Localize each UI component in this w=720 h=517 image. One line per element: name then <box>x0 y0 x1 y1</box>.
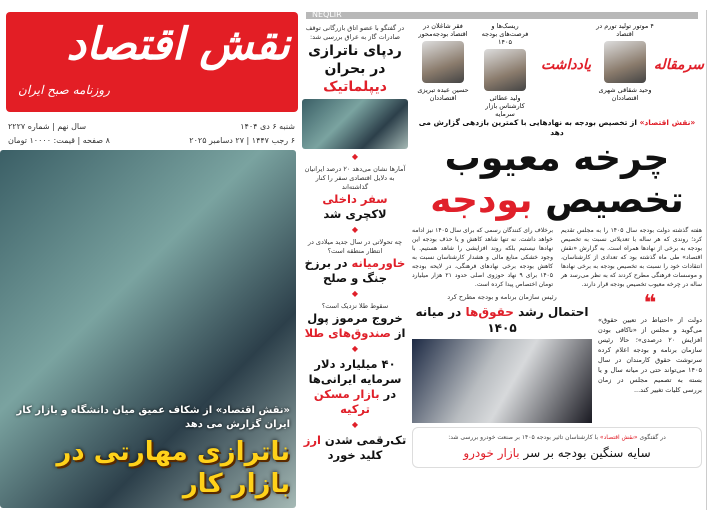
editorial-label: سرمقاله <box>653 57 704 73</box>
kicker: در گفتگو با عضو اتاق بازرگانی توقف صادرات گاز به عراق بررسی شد: <box>305 24 405 41</box>
top-strip <box>306 12 698 19</box>
middle-photo <box>302 99 408 149</box>
headline-red: دیپلماتیک <box>323 79 387 95</box>
salary-story[interactable] <box>412 293 702 423</box>
salary-main <box>412 293 592 423</box>
headline-red: بازار مسکن ترکیه <box>313 387 380 416</box>
separator-icon: ◆ <box>351 152 359 161</box>
kicker-red: «نقش اقتصاد» <box>599 434 638 441</box>
year-issue: سال نهم | شماره ۲۲۲۷ <box>8 122 87 131</box>
columnist-note-2[interactable] <box>414 22 472 102</box>
main-photo-workshop[interactable] <box>0 150 296 508</box>
middle-column <box>302 24 408 463</box>
kicker: در گفتگوی <box>637 434 666 441</box>
columnist-editorial[interactable] <box>596 22 654 102</box>
columnist-role: اقتصاددان <box>429 94 457 102</box>
headline-red: سفر داخلی <box>322 192 388 206</box>
columnist-name: وحید شقاقی شهری <box>598 86 652 94</box>
car-market-story[interactable] <box>412 427 702 468</box>
columnist-name: حسین عبده تبریزی <box>417 86 469 94</box>
salary-quote: دولت از «احتیاط در تعیین حقوق» می‌گوید و مجلس از «ناکافی بودن افزایش ۲۰ درصدی»؛ حالا رئیس سازمان برنامه و بودجه اعلام کرده سرنوشت حقوق کارمندان در سال ۱۴۰۵ می‌تواند حتی در میانه سال و یا بسته به تصمیم مجلس در زمان بررسی کلیات تغییر کند... <box>598 316 703 394</box>
columnist-photo <box>422 41 464 83</box>
kicker: آمارها نشان می‌دهد ۲۰ درصد ایرانیان به دلایل اقتصادی سفر را کنار گذاشته‌اند <box>304 165 406 191</box>
logo-text: نقش اقتصاد <box>66 19 290 70</box>
kicker: سقوط طلا نزدیک است؟ <box>321 302 389 310</box>
separator-icon: ◆ <box>351 289 359 298</box>
column-title: ریسک‌ها و فرصت‌های بودجه ۱۴۰۵ <box>481 22 529 46</box>
headline: در میانه ۱۴۰۵ <box>415 305 517 335</box>
middle-item[interactable] <box>302 433 408 463</box>
logo-subtitle: روزنامه صبح ایران <box>18 83 110 97</box>
columnist-note-1[interactable] <box>476 22 534 118</box>
columnist-role: کارشناس بازار سرمایه <box>485 102 525 118</box>
lead-body <box>412 226 702 289</box>
quote-icon: ❝ <box>643 291 657 316</box>
headline: لاکچری شد <box>323 207 387 221</box>
pages-price: ۸ صفحه | قیمت: ۱۰۰۰۰ تومان <box>8 136 110 145</box>
lead-headline-red: بودجه <box>430 180 533 221</box>
column-title: فقر شاغلان در اقتصاد بودجه‌محور <box>418 22 468 38</box>
date-hijri-greg: ۶ رجب ۱۴۴۷ | ۲۷ دسامبر ۲۰۲۵ <box>189 136 295 145</box>
lead-story[interactable] <box>412 118 702 222</box>
note-label: یادداشت <box>541 57 591 73</box>
salary-quote-box <box>598 293 702 395</box>
middle-top-story[interactable] <box>302 24 408 149</box>
lead-body-left: برخلاف رای کنندگان رسمی که برای سال ۱۴۰۵ نیز ادامه خواهد داشت. نه تنها شاهد کاهش و یا حذف بودجه این نهادها نیستیم بلکه روند افزایشی را شاهد هستیم. با وجود خشکی منابع مالی و هشدار کارشناسان نسبت به کاهش بودجه برخی نهادهای فرهنگی، در لایحه بودجه ۱۴۰۵ برای ۹ نهاد حوزوی اصلی حدود ۲۱ هزار میلیارد تومان اختصاص پیدا کرده است. <box>412 227 553 288</box>
headline: ۴۰ میلیارد دلار سرمایه ایرانی‌ها در <box>308 357 402 401</box>
columnist-role: اقتصاددان <box>611 94 639 102</box>
headline-red: ارز <box>303 433 321 447</box>
kicker: با کارشناسان تاثیر بودجه ۱۴۰۵ بر صنعت خودرو بررسی شد: <box>448 434 600 441</box>
main-headline[interactable]: ناترازی مهارتی در بازار کار <box>56 437 290 499</box>
kicker: رئیس سازمان برنامه و بودجه مطرح کرد <box>447 293 557 301</box>
columnist-photo <box>484 49 526 91</box>
separator-icon: ◆ <box>351 225 359 234</box>
middle-item[interactable] <box>302 302 408 341</box>
lead-body-right: هفته گذشته دولت بودجه سال ۱۴۰۵ را به مجلس تقدیم کرد؛ روندی که هر ساله با تعدیلاتی نسبت به تخصیص بودجه به برخی از نهادها همراه است. به گزارش «نقش اقتصاد» طی ماه گذشته بود که تعدادی از کارشناسان، انتقادات خود را نسبت به تخصیص بودجه به برخی نهادها و موسسات فرهنگی مطرح کردند که به نظر می‌رسد هر ساله در چرخه معیوب تخصیص بودجه قرار دارند. <box>561 227 702 288</box>
right-column <box>412 118 702 468</box>
divider <box>706 10 707 510</box>
site-label: NEQLIR <box>312 10 342 19</box>
headline-red: بازار خودرو <box>463 446 520 460</box>
middle-item[interactable] <box>302 238 408 286</box>
lead-headline: تخصیص <box>532 180 684 221</box>
headline: کلید خورد <box>327 448 383 462</box>
kicker-red: «نقش اقتصاد» <box>639 118 696 127</box>
headline-red: خاورمیانه <box>347 256 406 270</box>
kicker: چه تحولاتی در سال جدید میلادی در انتظار منطقه است؟ <box>307 238 403 255</box>
headline: ردپای ناترازی <box>308 43 402 59</box>
headline-red: حقوق‌ها <box>465 305 514 319</box>
date-persian: شنبه ۶ دی ۱۴۰۴ <box>240 122 295 131</box>
separator-icon: ◆ <box>351 420 359 429</box>
headline: در برزخ جنگ و صلح <box>304 256 387 285</box>
column-title: ۴ موتور تولید تورم در اقتصاد <box>596 22 654 38</box>
masthead-logo <box>6 12 298 112</box>
salary-photo <box>412 339 592 423</box>
columnist-photo <box>604 41 646 83</box>
kicker: از تخصیص بودجه به نهادهایی با کمترین بازدهی گزارش می دهد <box>418 118 640 137</box>
middle-item[interactable] <box>302 165 408 222</box>
headline: در بحران <box>324 61 386 77</box>
headline-red: صندوق‌های طلا <box>304 326 391 340</box>
headline: خروج مرموز پول از <box>307 311 406 340</box>
headline: احتمال رشد <box>513 305 589 319</box>
separator-icon: ◆ <box>351 344 359 353</box>
middle-item[interactable] <box>302 357 408 417</box>
columnist-name: ولید عطائی <box>489 94 521 102</box>
main-kicker: «نقش اقتصاد» از شکاف عمیق میان دانشگاه و بازار کار ایران گزارش می دهد <box>16 405 290 430</box>
headline: سایه سنگین بودجه بر سر <box>519 446 651 460</box>
lead-headline: چرخه معیوب <box>444 138 670 179</box>
headline: تک‌رقمی شدن <box>320 433 407 447</box>
